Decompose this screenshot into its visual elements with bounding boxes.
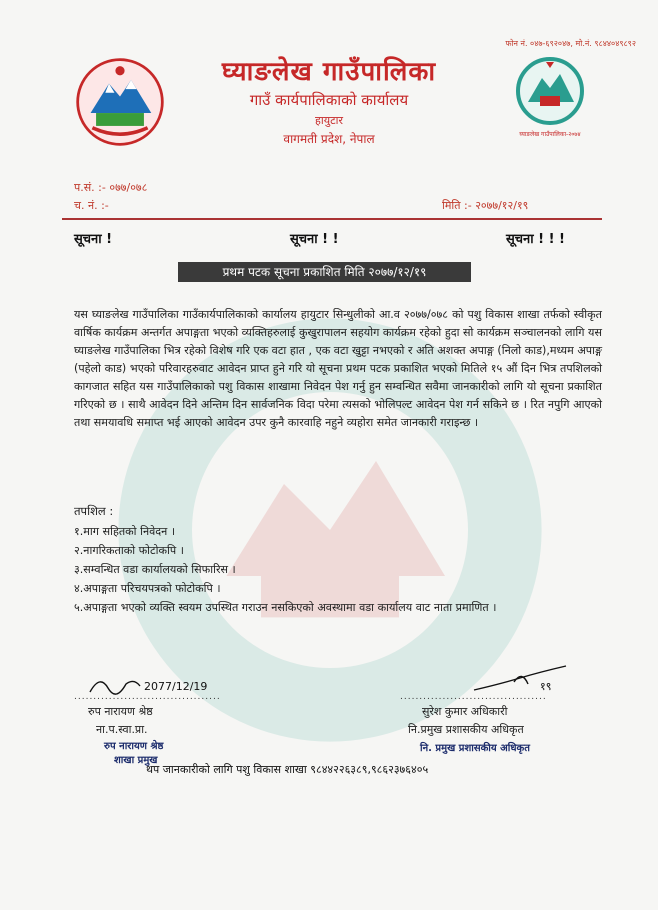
organization-subtitle: गाउँ कार्यपालिकाको कार्यालय (249, 91, 409, 109)
municipality-logo-text: घ्याङलेख गाउँपालिका-२०७४ (519, 131, 581, 138)
left-stamp-name: रुप नारायण श्रेष्ठ (104, 741, 164, 752)
left-handwritten-date: 2077/12/19 (144, 680, 208, 693)
list-item: २.नागरिकताको फोटोकपि । (74, 544, 184, 557)
reference-number: प.सं. :- ०७७/०७८ (74, 181, 148, 194)
footer-contact: थप जानकारीको लागि पशु विकास शाखा ९८४४२२६३८९,९८६२३७६४०५ (146, 763, 429, 776)
right-signature-icon (470, 660, 580, 696)
right-stamp: नि. प्रमुख प्रशासकीय अधिकृत (420, 743, 530, 754)
notice-heading-left: सूचना ! (74, 232, 113, 247)
municipality-logo (510, 56, 590, 140)
list-item: ३.सम्वन्धित वडा कार्यालयको सिफारिस । (74, 563, 236, 576)
phone-numbers: फोन नं. ०४७-६९२०४७, मो.नं. ९८४४०४९८९२ (505, 39, 636, 48)
organization-location: हायुटार (315, 114, 343, 127)
list-item: १.माग सहितको निवेदन । (74, 525, 176, 538)
notice-body: यस घ्याङलेख गाउँपालिका गाउँकार्यपालिकाको कार्यालय हायुटार सिन्धुलीको आ.व २०७७/०७८ को पशु विकास शाखा तर्फको स्वीकृत वार्षिक कार्यक्रम अन्तर्गत अपाङ्गता भएको व्यक्तिहरुलाई कुखुरापालन सहयोग कार्यक्रम रहेको हुदा सो कार्यक्रम सञ्चालनको लागि यस घ्याङलेख गाउँपालिका भित्र रहेको विशेष गरि एक वटा हात , एक वटा खुट्टा नभएको र अति अशक्त अपाङ्ग (निलो काड),मध्यम अपाङ्ग (पहेलो काड) भएको परिवारहरुवाट आवेदन प्राप्त हुने गरि यो सूचना प्रथम पटक प्रकाशित भएको मितिले १५ औं दिन भित्र तपशिलको कागजात सहित यस गाउँपालिकाको पशु विकास शाखामा निवेदन पेश गर्नु हुन सम्वन्धित सवैमा जानकारीको लागि यो सूचना प्रकाशित गरिएको छ । साथै आवेदन दिने अन्तिम दिन सार्वजनिक विदा परेमा त्यसको भोलिपल्ट आवेदन पेश गर्न सकिने छ । रित नपुगि आएको तथा समयावधि समाप्त भई आएको आवेदन उपर कुनै कारवाहि नहुने व्यहोरा समेत जानकारी गराइन्छ । (74, 308, 602, 429)
header-divider (62, 218, 602, 220)
left-signatory-title: ना.प.स्वा.प्रा. (96, 723, 148, 736)
right-signatory-title: नि.प्रमुख प्रशासकीय अधिकृत (408, 723, 524, 736)
publication-headline: प्रथम पटक सूचना प्रकाशित मिति २०७७/१२/१९ (178, 262, 471, 282)
notice-heading-center: सूचना ! ! (290, 232, 339, 247)
right-handwritten-date: १९ (540, 680, 552, 693)
left-signatory-name: रुप नारायण श्रेष्ठ (88, 705, 153, 718)
organization-title: घ्याङलेख गाउँपालिका (221, 57, 437, 87)
list-item: ४.अपाङ्गता परिचयपत्रको फोटोकपि । (74, 582, 221, 595)
attachments-title: तपशिल : (74, 504, 114, 518)
right-signatory-name: सुरेश कुमार अधिकारी (422, 705, 508, 718)
organization-address: वागमती प्रदेश, नेपाल (283, 132, 375, 146)
municipality-logo-icon (510, 56, 590, 126)
notice-heading-right: सूचना ! ! ! (506, 232, 565, 247)
left-signature-line: ...................................... (74, 692, 221, 702)
attachments-list (74, 522, 602, 617)
letter-date: मिति :- २०७७/१२/१९ (442, 199, 529, 212)
dispatch-number: च. नं. :- (74, 199, 109, 212)
right-signature-line: ...................................... (400, 692, 547, 702)
list-item: ५.अपाङ्गता भएको व्यक्ति स्वयम उपस्थित गराउन नसकिएको अवस्थामा वडा कार्यालय वाट नाता प्रमाणित । (74, 601, 497, 614)
left-stamp-title: शाखा प्रमुख (114, 755, 158, 766)
